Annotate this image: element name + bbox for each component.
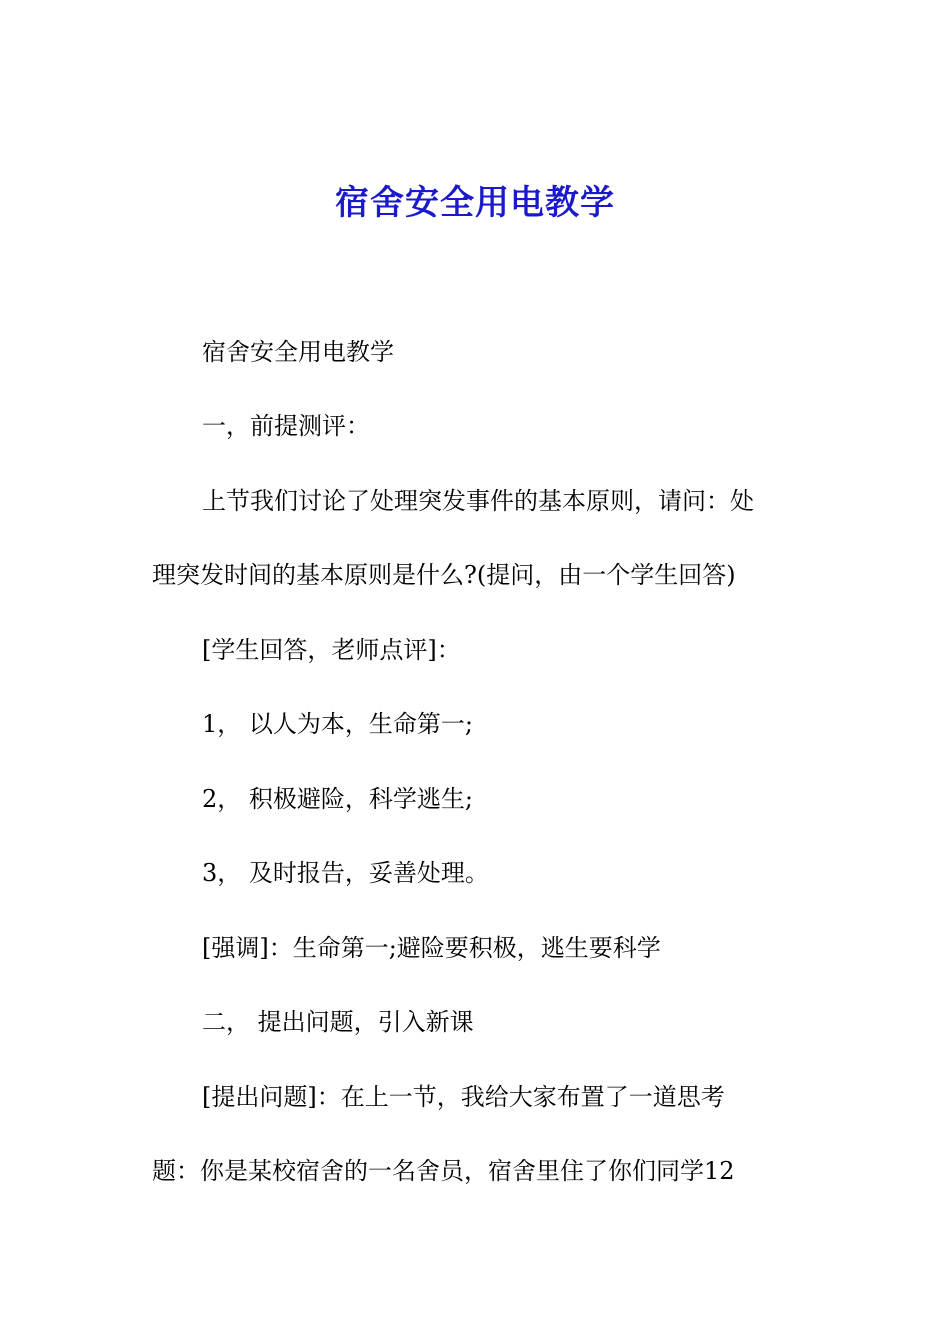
list-item: 2， 积极避险，科学逃生; xyxy=(202,785,473,813)
list-item: 3， 及时报告，妥善处理。 xyxy=(202,859,489,887)
paragraph-line: [强调]：生命第一;避险要积极，逃生要科学 xyxy=(202,934,661,962)
section-heading-1: 一，前提测评： xyxy=(202,412,370,440)
paragraph-line: 上节我们讨论了处理突发事件的基本原则，请问：处 xyxy=(202,487,754,515)
paragraph-line: [学生回答，老师点评]： xyxy=(202,636,461,664)
paragraph-line: [提出问题]：在上一节，我给大家布置了一道思考 xyxy=(202,1083,725,1111)
document-title: 宿舍安全用电教学 xyxy=(335,183,615,223)
paragraph-subtitle: 宿舍安全用电教学 xyxy=(202,338,394,366)
paragraph-line: 理突发时间的基本原则是什么?(提问，由一个学生回答) xyxy=(152,561,736,589)
paragraph-line: 题：你是某校宿舍的一名舍员，宿舍里住了你们同学12 xyxy=(152,1157,735,1185)
section-heading-2: 二， 提出问题，引入新课 xyxy=(202,1008,474,1036)
list-item: 1， 以人为本，生命第一; xyxy=(202,710,473,738)
